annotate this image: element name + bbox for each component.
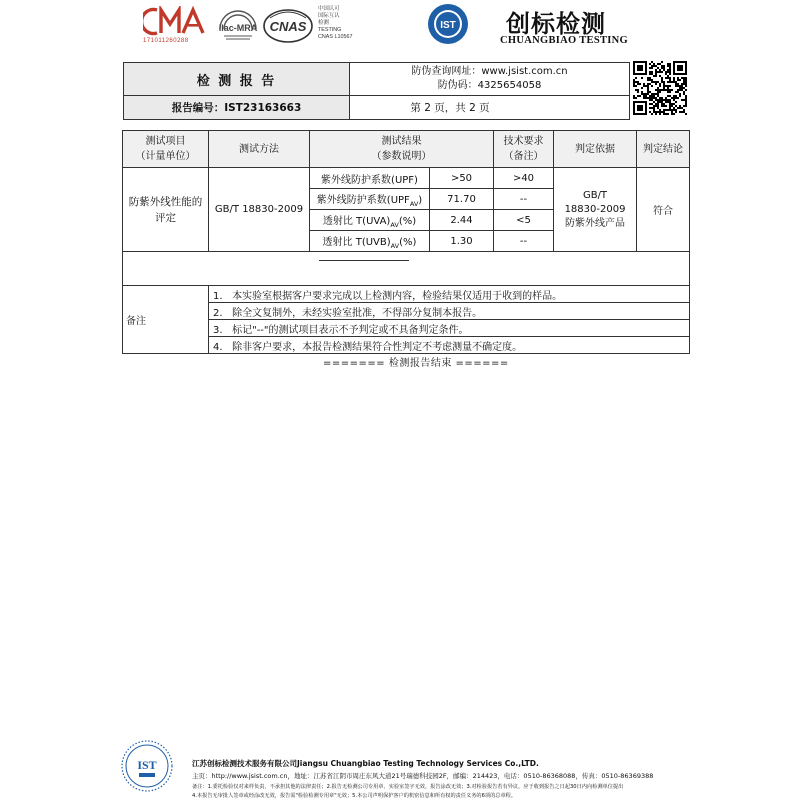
cell-value: 1.30 bbox=[430, 231, 494, 252]
cell-requirement: >40 bbox=[494, 168, 554, 189]
remark-text: 除全文复制外，未经实验室批准，不得部分复制本报告。 bbox=[232, 307, 483, 319]
cell-value: 71.70 bbox=[430, 189, 494, 210]
header-test-result bbox=[310, 131, 494, 168]
cell-param bbox=[310, 231, 430, 252]
anti-fake-site: 防伪查询网址：www.jsist.com.cn bbox=[411, 66, 568, 77]
param-text: 透射比 T(UVA) bbox=[322, 215, 391, 227]
test-results-grid bbox=[122, 130, 690, 354]
basis-text: GB/T bbox=[582, 189, 608, 201]
basis-text: 防紫外线产品 bbox=[565, 217, 625, 229]
header-test-item bbox=[123, 131, 209, 168]
remark-text: 除非客户要求，本报告检测结果符合性判定不考虑测量不确定度。 bbox=[232, 341, 523, 353]
remarks-row bbox=[123, 337, 690, 354]
header-text: （计量单位） bbox=[135, 151, 196, 162]
brand-name-en: CHUANGBIAO TESTING bbox=[500, 35, 629, 46]
footer-note-2: 4.本报告无审批人签章或经涂改无效，报告需"检验检测专用章"无效；5.本公司声明保护客户的机密信息和所有权的责任义务的6项的总章程。 bbox=[192, 793, 517, 799]
report-number: 报告编号：IST23163663 bbox=[124, 96, 349, 119]
param-text: (%) bbox=[398, 215, 417, 227]
cell-test-method: GB/T 18830-2009 bbox=[209, 168, 310, 252]
header-conclusion: 判定结论 bbox=[637, 131, 690, 168]
param-sub: AV bbox=[409, 199, 419, 208]
remark-item bbox=[209, 320, 690, 337]
cma-number: 171011260288 bbox=[143, 38, 189, 44]
ist-logo-text: IST bbox=[440, 20, 456, 31]
remarks-row bbox=[123, 303, 690, 320]
footer-note-1: 备注：1.委托检验仅对来样负责，不承担其他的法律责任；2.报告无检测公司专用章、实验室签字无效，报告涂改无效；3.对检验报告若有异议，应于收到报告之日起30日内向检测单位提出 bbox=[192, 784, 624, 790]
header-text: （参数说明） bbox=[371, 151, 432, 162]
qr-code[interactable] bbox=[633, 61, 687, 115]
svg-text:CNAS: CNAS bbox=[269, 19, 307, 34]
remark-item bbox=[209, 337, 690, 354]
remark-num: 2. bbox=[213, 307, 223, 319]
page-indicator: 第 2 页，共 2 页 bbox=[410, 102, 490, 114]
cnas-line: 检测 bbox=[318, 20, 329, 26]
ilac-mra-logo bbox=[214, 9, 262, 43]
remark-text: 本实验室根据客户要求完成以上检测内容，检验结果仅适用于收到的样品。 bbox=[232, 290, 563, 302]
item-text: 评定 bbox=[155, 211, 176, 224]
remarks-row bbox=[123, 320, 690, 337]
footer-company: 江苏创标检测技术服务有限公司Jiangsu Chuangbiao Testing Technology Services Co.,LTD. bbox=[192, 759, 539, 768]
blank-cell bbox=[123, 252, 690, 286]
anti-fake-code: 防伪码：4325654058 bbox=[437, 80, 542, 91]
cell-test-item bbox=[123, 168, 209, 252]
cell-conclusion: 符合 bbox=[637, 168, 690, 252]
remark-num: 1. bbox=[213, 290, 223, 302]
header-text: 测试结果 bbox=[381, 136, 422, 147]
remark-num: 4. bbox=[213, 341, 223, 353]
header-basis: 判定依据 bbox=[554, 131, 637, 168]
header-text: （备注） bbox=[503, 151, 544, 162]
cell-param bbox=[310, 210, 430, 231]
cnas-text bbox=[318, 6, 352, 41]
brand-name-cn: 创标检测 bbox=[506, 9, 606, 38]
param-text: 紫外线防护系数(UPF) bbox=[321, 174, 418, 186]
svg-text:ilac-MRA: ilac-MRA bbox=[218, 23, 258, 33]
param-text: ) bbox=[418, 194, 423, 206]
cell-requirement: <5 bbox=[494, 210, 554, 231]
ist-seal-logo bbox=[115, 738, 179, 794]
cnas-line: 中国认可 bbox=[318, 6, 340, 12]
footer-contact: 主页：http://www.jsist.com.cn，地址：江苏省江阴市周庄东风大道21号瑞德科技园2F，邮编：214423，电话：0510-86368088，传真：0510-86369388 bbox=[192, 772, 654, 780]
param-sub: AV bbox=[390, 220, 399, 229]
cell-requirement: -- bbox=[494, 189, 554, 210]
table-row bbox=[123, 168, 690, 189]
ist-logo bbox=[420, 2, 476, 46]
remark-item bbox=[209, 303, 690, 320]
report-header-table bbox=[123, 62, 630, 120]
param-text: 紫外线防护系数(UPF bbox=[316, 194, 410, 206]
blank-row bbox=[123, 252, 690, 286]
cnas-line: CNAS L10567 bbox=[318, 34, 353, 40]
cnas-logo bbox=[262, 8, 314, 44]
separator-line bbox=[319, 260, 409, 261]
report-end-marker: ======= 检测报告结束 ====== bbox=[323, 358, 509, 369]
remarks-row bbox=[123, 286, 690, 303]
cell-basis bbox=[554, 168, 637, 252]
basis-text: 18830-2009 bbox=[564, 203, 626, 215]
report-title: 检 测 报 告 bbox=[124, 63, 349, 95]
item-text: 防紫外线性能的 bbox=[128, 195, 203, 208]
remarks-label: 备注 bbox=[123, 286, 209, 354]
cell-requirement: -- bbox=[494, 231, 554, 252]
header-requirement bbox=[494, 131, 554, 168]
table-header-row bbox=[123, 131, 690, 168]
cell-param bbox=[310, 168, 430, 189]
cell-value: >50 bbox=[430, 168, 494, 189]
param-text: 透射比 T(UVB) bbox=[322, 236, 391, 248]
remark-item bbox=[209, 286, 690, 303]
cell-value: 2.44 bbox=[430, 210, 494, 231]
cnas-line: TESTING bbox=[318, 27, 342, 33]
param-sub: AV bbox=[390, 241, 400, 250]
param-text: (%) bbox=[399, 236, 417, 248]
cnas-line: 国际互认 bbox=[318, 13, 340, 19]
remark-num: 3. bbox=[213, 324, 223, 336]
header-text: 测试项目 bbox=[145, 136, 186, 147]
svg-text:IST: IST bbox=[137, 758, 157, 772]
cma-logo bbox=[143, 6, 207, 36]
header-test-method: 测试方法 bbox=[209, 131, 310, 168]
remark-text: 标记"--"的测试项目表示不予判定或不具备判定条件。 bbox=[232, 324, 469, 336]
header-text: 技术要求 bbox=[503, 136, 544, 147]
cell-param bbox=[310, 189, 430, 210]
